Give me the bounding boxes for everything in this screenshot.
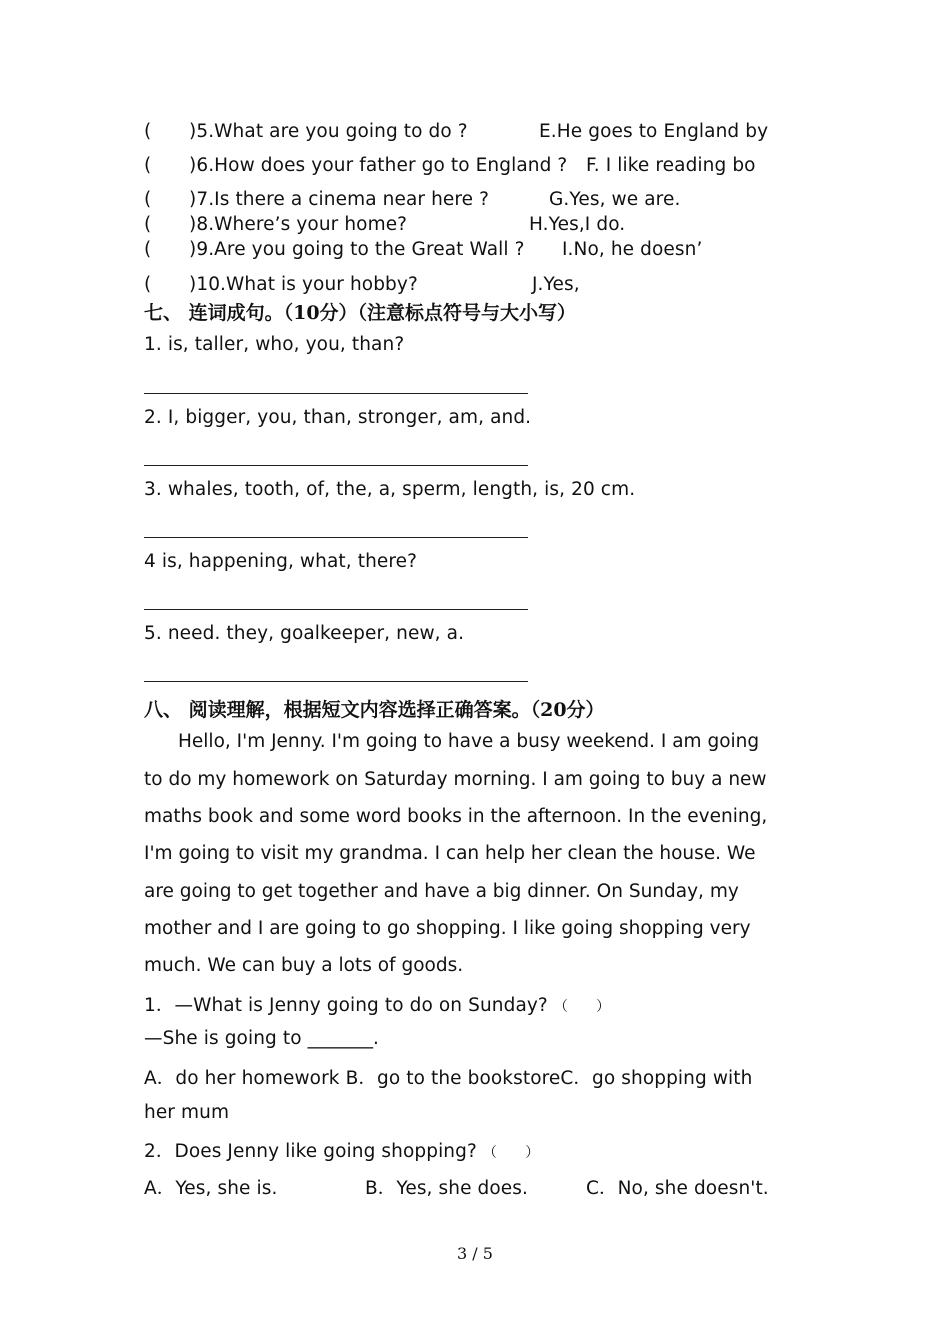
answer-blank-3[interactable] (144, 537, 528, 538)
option-c: C．No, she doesn't. (586, 1178, 769, 1199)
answer-paren[interactable]: ( (144, 239, 152, 260)
passage-line: Hello, I'm Jenny. I'm going to have a busy weekend. I am going (178, 731, 760, 752)
question-text: )5.What are you going to do ? (189, 121, 468, 142)
passage-line: much. We can buy a lots of goods. (144, 955, 464, 976)
page-number: 3 / 5 (457, 1244, 493, 1263)
answer-option: E.He goes to England by (539, 121, 769, 142)
answer-paren[interactable]: ( (144, 214, 152, 235)
passage-line: I'm going to visit my grandma. I can help her clean the house. We (144, 843, 756, 864)
passage-line: are going to get together and have a big dinner. On Sunday, my (144, 881, 739, 902)
sentence-item-3: 3. whales, tooth, of, the, a, sperm, length, is, 20 cm. (144, 479, 636, 500)
answer-option: J.Yes, (532, 274, 580, 295)
answer-paren[interactable]: （ ） (553, 999, 611, 1015)
answer-option: G.Yes, we are. (549, 189, 681, 210)
question-1-options: A．do her homework B．go to the bookstoreC．go shopping with (144, 1068, 753, 1089)
answer-paren[interactable]: ( (144, 189, 152, 210)
question-text: )9.Are you going to the Great Wall ? (189, 239, 525, 260)
answer-paren[interactable]: ( (144, 274, 152, 295)
question-text: )6.How does your father go to England ? (189, 155, 568, 176)
question-text: )10.What is your hobby? (189, 274, 418, 295)
question-text: )7.Is there a cinema near here ? (189, 189, 490, 210)
answer-paren[interactable]: （ ） (482, 1145, 540, 1161)
answer-option: F. I like reading bo (586, 155, 756, 176)
option-b: B．Yes, she does. (365, 1178, 529, 1199)
sentence-item-4: 4 is, happening, what, there? (144, 551, 418, 572)
answer-option: I.No, he doesn’ (562, 239, 703, 260)
sentence-item-5: 5. need. they, goalkeeper, new, a. (144, 623, 465, 644)
question-2-prompt: 2．Does Jenny like going shopping? (144, 1141, 477, 1162)
question-1-options-cont: her mum (144, 1102, 230, 1123)
answer-paren[interactable]: ( (144, 155, 152, 176)
option-a: A．Yes, she is. (144, 1178, 278, 1199)
sentence-item-1: 1. is, taller, who, you, than? (144, 334, 405, 355)
answer-paren[interactable]: ( (144, 121, 152, 142)
section-8-heading: 八、 阅读理解，根据短文内容选择正确答案。（20分） (144, 699, 605, 721)
answer-blank-2[interactable] (144, 465, 528, 466)
answer-blank-4[interactable] (144, 609, 528, 610)
sentence-item-2: 2. I, bigger, you, than, stronger, am, and. (144, 407, 532, 428)
passage-line: maths book and some word books in the afternoon. In the evening, (144, 806, 768, 827)
section-7-heading: 七、 连词成句。（10分）（注意标点符号与大小写） (144, 302, 577, 324)
answer-blank-1[interactable] (144, 393, 528, 394)
answer-blank-5[interactable] (144, 681, 528, 682)
question-2 (144, 1137, 539, 1163)
question-1-prompt: 1．—What is Jenny going to do on Sunday? (144, 995, 548, 1016)
answer-option: H.Yes,I do. (529, 214, 626, 235)
passage-line: mother and I are going to go shopping. I like going shopping very (144, 918, 751, 939)
question-1 (144, 991, 610, 1017)
question-1-answer-line: —She is going to _______. (144, 1028, 380, 1049)
question-text: )8.Where’s your home? (189, 214, 408, 235)
passage-line: to do my homework on Saturday morning. I am going to buy a new (144, 769, 767, 790)
